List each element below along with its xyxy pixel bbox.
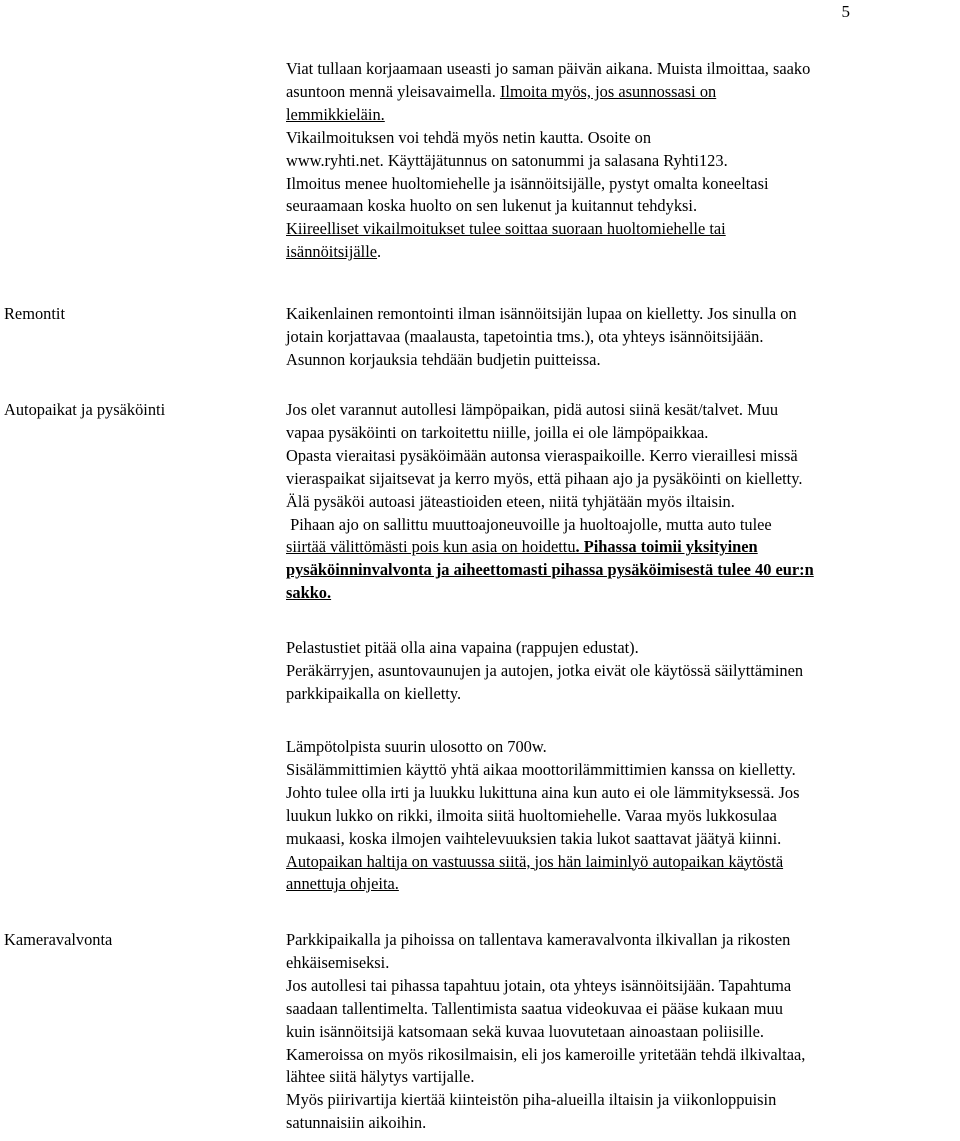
text-line: Vikailmoituksen voi tehdä myös netin kautta. Osoite on (286, 127, 652, 147)
fault-report-section (286, 58, 954, 264)
text-line: saadaan tallentimelta. Tallentimista saatua videokuvaa ei pääse kukaan muu (286, 998, 783, 1018)
text-line: Pelastustiet pitää olla aina vapaina (rappujen edustat). (286, 638, 639, 657)
page-number: 5 (841, 2, 850, 21)
text-line: Parkkipaikalla ja pihoissa on tallentava kameravalvonta ilkivallan ja rikosten (286, 930, 791, 949)
text-line: Peräkärryjen, asuntovaunujen ja autojen, jotka eivät ole käytössä säilyttäminen (286, 660, 804, 680)
text-line: isännöitsijälle. (286, 242, 382, 262)
text-line: Älä pysäköi autoasi jäteastioiden eteen, niitä tyhjätään myös iltaisin. (286, 491, 735, 511)
rescue-routes-paragraph (286, 637, 954, 706)
text-line: Asunnon korjauksia tehdään budjetin puitteissa. (286, 349, 601, 369)
text-line: Viat tullaan korjaamaan useasti jo saman päivän aikana. Muista ilmoittaa, saako (286, 59, 811, 78)
text-line: Myös piirivartija kiertää kiinteistön piha-alueilla iltaisin ja viikonloppuisin (286, 1090, 777, 1110)
camera-surveillance-section (286, 929, 954, 1135)
text-line: annettuja ohjeita. (286, 874, 399, 894)
text-line: ehkäisemiseksi. (286, 952, 390, 972)
text-line: pysäköinninvalvonta ja aiheettomasti pihassa pysäköimisestä tulee 40 eur:n (286, 560, 814, 580)
text-line: Autopaikan haltija on vastuussa siitä, jos hän laiminlyö autopaikan käytöstä (286, 851, 784, 871)
section-label-autopaikat: Autopaikat ja pysäköinti (4, 400, 166, 419)
text-line: lähtee siitä hälytys vartijalle. (286, 1067, 475, 1087)
text-line: Johto tulee olla irti ja luukku lukittuna aina kun auto ei ole lämmityksessä. Jos (286, 782, 800, 802)
text-line: www.ryhti.net. Käyttäjätunnus on satonummi ja salasana Ryhti123. (286, 150, 728, 170)
text-line: Pihaan ajo on sallittu muuttoajoneuvoille ja huoltoajolle, mutta auto tulee (286, 514, 772, 534)
text-line: Kameroissa on myös rikosilmaisin, eli jos kameroille yritetään tehdä ilkivaltaa, (286, 1044, 806, 1064)
parking-section (286, 399, 954, 605)
text-line: Opasta vieraitasi pysäköimään autonsa vieraspaikoille. Kerro vieraillesi missä (286, 445, 798, 465)
text-line: Ilmoitus menee huoltomiehelle ja isännöitsijälle, pystyt omalta koneeltasi (286, 173, 769, 193)
text-line: lemmikkieläin. (286, 104, 385, 124)
section-label-remontit: Remontit (4, 304, 66, 323)
text-line: seuraamaan koska huolto on sen lukenut ja kuitannut tehdyksi. (286, 196, 698, 216)
text-line: Lämpötolpista suurin ulosotto on 700w. (286, 737, 547, 756)
text-line: parkkipaikalla on kielletty. (286, 683, 462, 703)
section-label-kameravalvonta: Kameravalvonta (4, 930, 113, 949)
text-line: luukun lukko on rikki, ilmoita siitä huoltomiehelle. Varaa myös lukkosulaa (286, 805, 777, 825)
renovation-section (286, 303, 954, 372)
text-line: Jos autollesi tai pihassa tapahtuu jotain, ota yhteys isännöitsijään. Tapahtuma (286, 975, 792, 995)
text-line: siirtää välittömästi pois kun asia on hoidettu. Pihassa toimii yksityinen (286, 537, 758, 557)
text-line: Sisälämmittimien käyttö yhtä aikaa moottorilämmittimien kanssa on kielletty. (286, 759, 796, 779)
text-line: mukaasi, koska ilmojen vaihtelevuuksien takia lukot saattavat jäätyä kiinni. (286, 828, 782, 848)
heating-posts-paragraph (286, 736, 954, 896)
text-line: satunnaisiin aikoihin. (286, 1113, 427, 1133)
text-line: vapaa pysäköinti on tarkoitettu niille, joilla ei ole lämpöpaikkaa. (286, 422, 709, 442)
text-line: sakko. (286, 583, 332, 603)
text-line: Kiireelliset vikailmoitukset tulee soittaa suoraan huoltomiehelle tai (286, 219, 726, 239)
text-line: kuin isännöitsijä katsomaan sekä kuvaa luovutetaan ainoastaan poliisille. (286, 1021, 764, 1041)
text-line: vieraspaikat sijaitsevat ja kerro myös, että pihaan ajo ja pysäköinti on kielletty. (286, 468, 803, 488)
text-line: Kaikenlainen remontointi ilman isännöitsijän lupaa on kielletty. Jos sinulla on (286, 304, 797, 323)
text-line: jotain korjattavaa (maalausta, tapetointia tms.), ota yhteys isännöitsijään. (286, 326, 764, 346)
text-line: Jos olet varannut autollesi lämpöpaikan, pidä autosi siinä kesät/talvet. Muu (286, 400, 779, 419)
text-line: asuntoon mennä yleisavaimella. Ilmoita myös, jos asunnossasi on (286, 81, 717, 101)
